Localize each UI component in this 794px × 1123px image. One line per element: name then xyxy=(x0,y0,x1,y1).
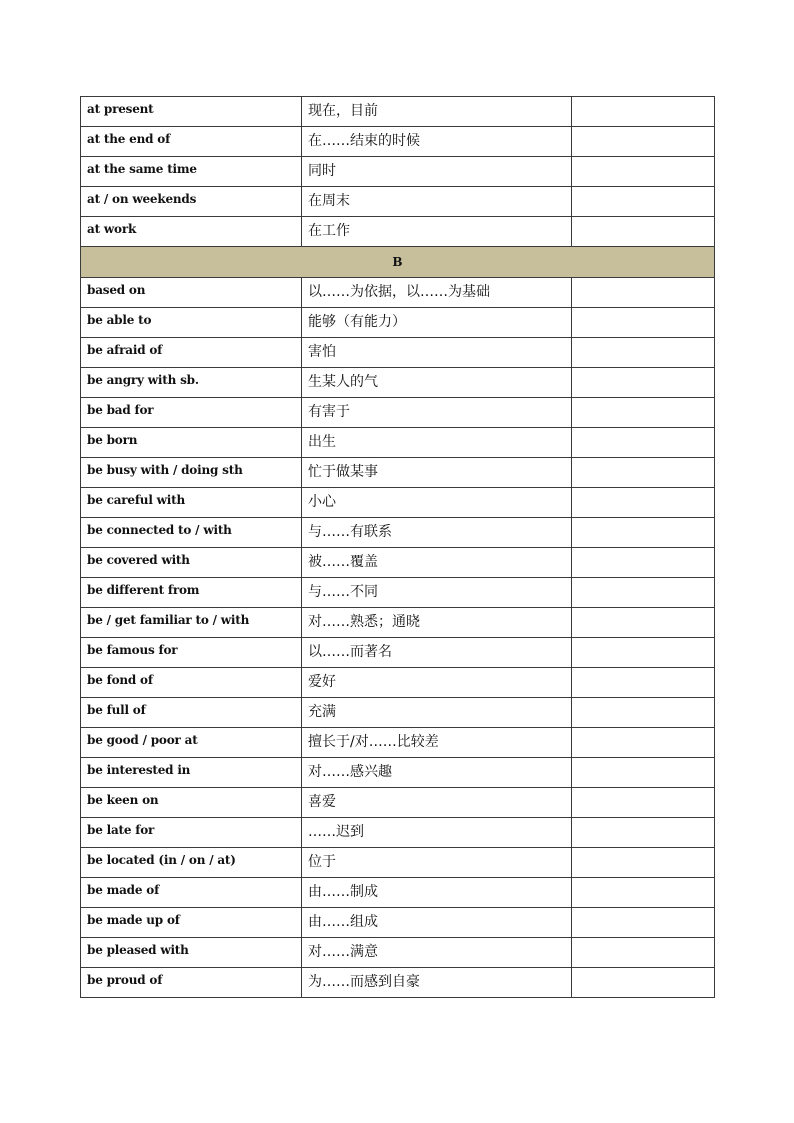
table-row xyxy=(81,548,715,578)
phrase-english: be located (in / on / at) xyxy=(81,848,302,878)
blank-cell xyxy=(572,278,715,308)
phrase-chinese: 对……熟悉；通晓 xyxy=(302,608,572,638)
table-row xyxy=(81,908,715,938)
phrase-english: be interested in xyxy=(81,758,302,788)
phrase-chinese: 在周末 xyxy=(302,187,572,217)
phrase-chinese: 与……有联系 xyxy=(302,518,572,548)
table-row xyxy=(81,308,715,338)
blank-cell xyxy=(572,608,715,638)
phrase-english: be late for xyxy=(81,818,302,848)
blank-cell xyxy=(572,368,715,398)
table-row xyxy=(81,758,715,788)
table-row xyxy=(81,127,715,157)
blank-cell xyxy=(572,938,715,968)
table-row xyxy=(81,398,715,428)
phrase-chinese: 现在，目前 xyxy=(302,97,572,127)
blank-cell xyxy=(572,728,715,758)
table-row xyxy=(81,818,715,848)
table-row xyxy=(81,187,715,217)
phrase-english: at work xyxy=(81,217,302,247)
blank-cell xyxy=(572,157,715,187)
blank-cell xyxy=(572,668,715,698)
blank-cell xyxy=(572,818,715,848)
phrase-english: be famous for xyxy=(81,638,302,668)
phrase-english: at / on weekends xyxy=(81,187,302,217)
vocabulary-table-body xyxy=(81,97,715,998)
table-row xyxy=(81,728,715,758)
table-row xyxy=(81,878,715,908)
phrase-chinese: 以……为依据，以……为基础 xyxy=(302,278,572,308)
table-row xyxy=(81,368,715,398)
phrase-chinese: 对……感兴趣 xyxy=(302,758,572,788)
table-row xyxy=(81,278,715,308)
blank-cell xyxy=(572,758,715,788)
phrase-english: at the same time xyxy=(81,157,302,187)
phrase-chinese: 以……而著名 xyxy=(302,638,572,668)
table-row xyxy=(81,938,715,968)
phrase-chinese: 在……结束的时候 xyxy=(302,127,572,157)
phrase-chinese: 能够（有能力） xyxy=(302,308,572,338)
phrase-chinese: 同时 xyxy=(302,157,572,187)
blank-cell xyxy=(572,698,715,728)
table-row xyxy=(81,428,715,458)
phrase-english: be good / poor at xyxy=(81,728,302,758)
phrase-chinese: 位于 xyxy=(302,848,572,878)
table-row xyxy=(81,698,715,728)
phrase-english: be angry with sb. xyxy=(81,368,302,398)
phrase-english: be / get familiar to / with xyxy=(81,608,302,638)
phrase-english: be pleased with xyxy=(81,938,302,968)
phrase-chinese: 爱好 xyxy=(302,668,572,698)
table-row xyxy=(81,488,715,518)
phrase-chinese: 对……满意 xyxy=(302,938,572,968)
table-row xyxy=(81,578,715,608)
blank-cell xyxy=(572,338,715,368)
phrase-chinese: ……迟到 xyxy=(302,818,572,848)
table-row xyxy=(81,608,715,638)
blank-cell xyxy=(572,848,715,878)
phrase-chinese: 为……而感到自豪 xyxy=(302,968,572,998)
table-row xyxy=(81,638,715,668)
phrase-english: be different from xyxy=(81,578,302,608)
phrase-chinese: 生某人的气 xyxy=(302,368,572,398)
phrase-english: be born xyxy=(81,428,302,458)
phrase-chinese: 小心 xyxy=(302,488,572,518)
blank-cell xyxy=(572,428,715,458)
phrase-english: be connected to / with xyxy=(81,518,302,548)
section-header-row xyxy=(81,247,715,278)
blank-cell xyxy=(572,398,715,428)
phrase-chinese: 由……制成 xyxy=(302,878,572,908)
blank-cell xyxy=(572,908,715,938)
phrase-chinese: 由……组成 xyxy=(302,908,572,938)
table-row xyxy=(81,458,715,488)
phrase-english: be able to xyxy=(81,308,302,338)
phrase-english: be careful with xyxy=(81,488,302,518)
table-row xyxy=(81,968,715,998)
phrase-chinese: 擅长于/对……比较差 xyxy=(302,728,572,758)
phrase-english: be afraid of xyxy=(81,338,302,368)
phrase-chinese: 出生 xyxy=(302,428,572,458)
phrase-english: be made up of xyxy=(81,908,302,938)
blank-cell xyxy=(572,968,715,998)
phrase-english: be fond of xyxy=(81,668,302,698)
table-row xyxy=(81,848,715,878)
phrase-chinese: 充满 xyxy=(302,698,572,728)
phrase-chinese: 与……不同 xyxy=(302,578,572,608)
blank-cell xyxy=(572,548,715,578)
table-row xyxy=(81,97,715,127)
phrase-english: be keen on xyxy=(81,788,302,818)
phrase-english: be busy with / doing sth xyxy=(81,458,302,488)
blank-cell xyxy=(572,518,715,548)
phrase-chinese: 喜爱 xyxy=(302,788,572,818)
phrase-english: based on xyxy=(81,278,302,308)
table-row xyxy=(81,668,715,698)
phrase-chinese: 有害于 xyxy=(302,398,572,428)
vocabulary-table xyxy=(80,96,715,998)
blank-cell xyxy=(572,308,715,338)
blank-cell xyxy=(572,217,715,247)
section-header-letter: B xyxy=(81,247,715,278)
blank-cell xyxy=(572,127,715,157)
blank-cell xyxy=(572,788,715,818)
blank-cell xyxy=(572,187,715,217)
blank-cell xyxy=(572,578,715,608)
phrase-chinese: 被……覆盖 xyxy=(302,548,572,578)
blank-cell xyxy=(572,878,715,908)
blank-cell xyxy=(572,458,715,488)
phrase-chinese: 在工作 xyxy=(302,217,572,247)
phrase-chinese: 忙于做某事 xyxy=(302,458,572,488)
table-row xyxy=(81,788,715,818)
blank-cell xyxy=(572,97,715,127)
phrase-english: be proud of xyxy=(81,968,302,998)
table-row xyxy=(81,338,715,368)
table-row xyxy=(81,518,715,548)
phrase-english: be bad for xyxy=(81,398,302,428)
phrase-english: at present xyxy=(81,97,302,127)
phrase-english: at the end of xyxy=(81,127,302,157)
blank-cell xyxy=(572,638,715,668)
phrase-english: be covered with xyxy=(81,548,302,578)
phrase-english: be full of xyxy=(81,698,302,728)
phrase-chinese: 害怕 xyxy=(302,338,572,368)
table-row xyxy=(81,217,715,247)
phrase-english: be made of xyxy=(81,878,302,908)
table-row xyxy=(81,157,715,187)
blank-cell xyxy=(572,488,715,518)
